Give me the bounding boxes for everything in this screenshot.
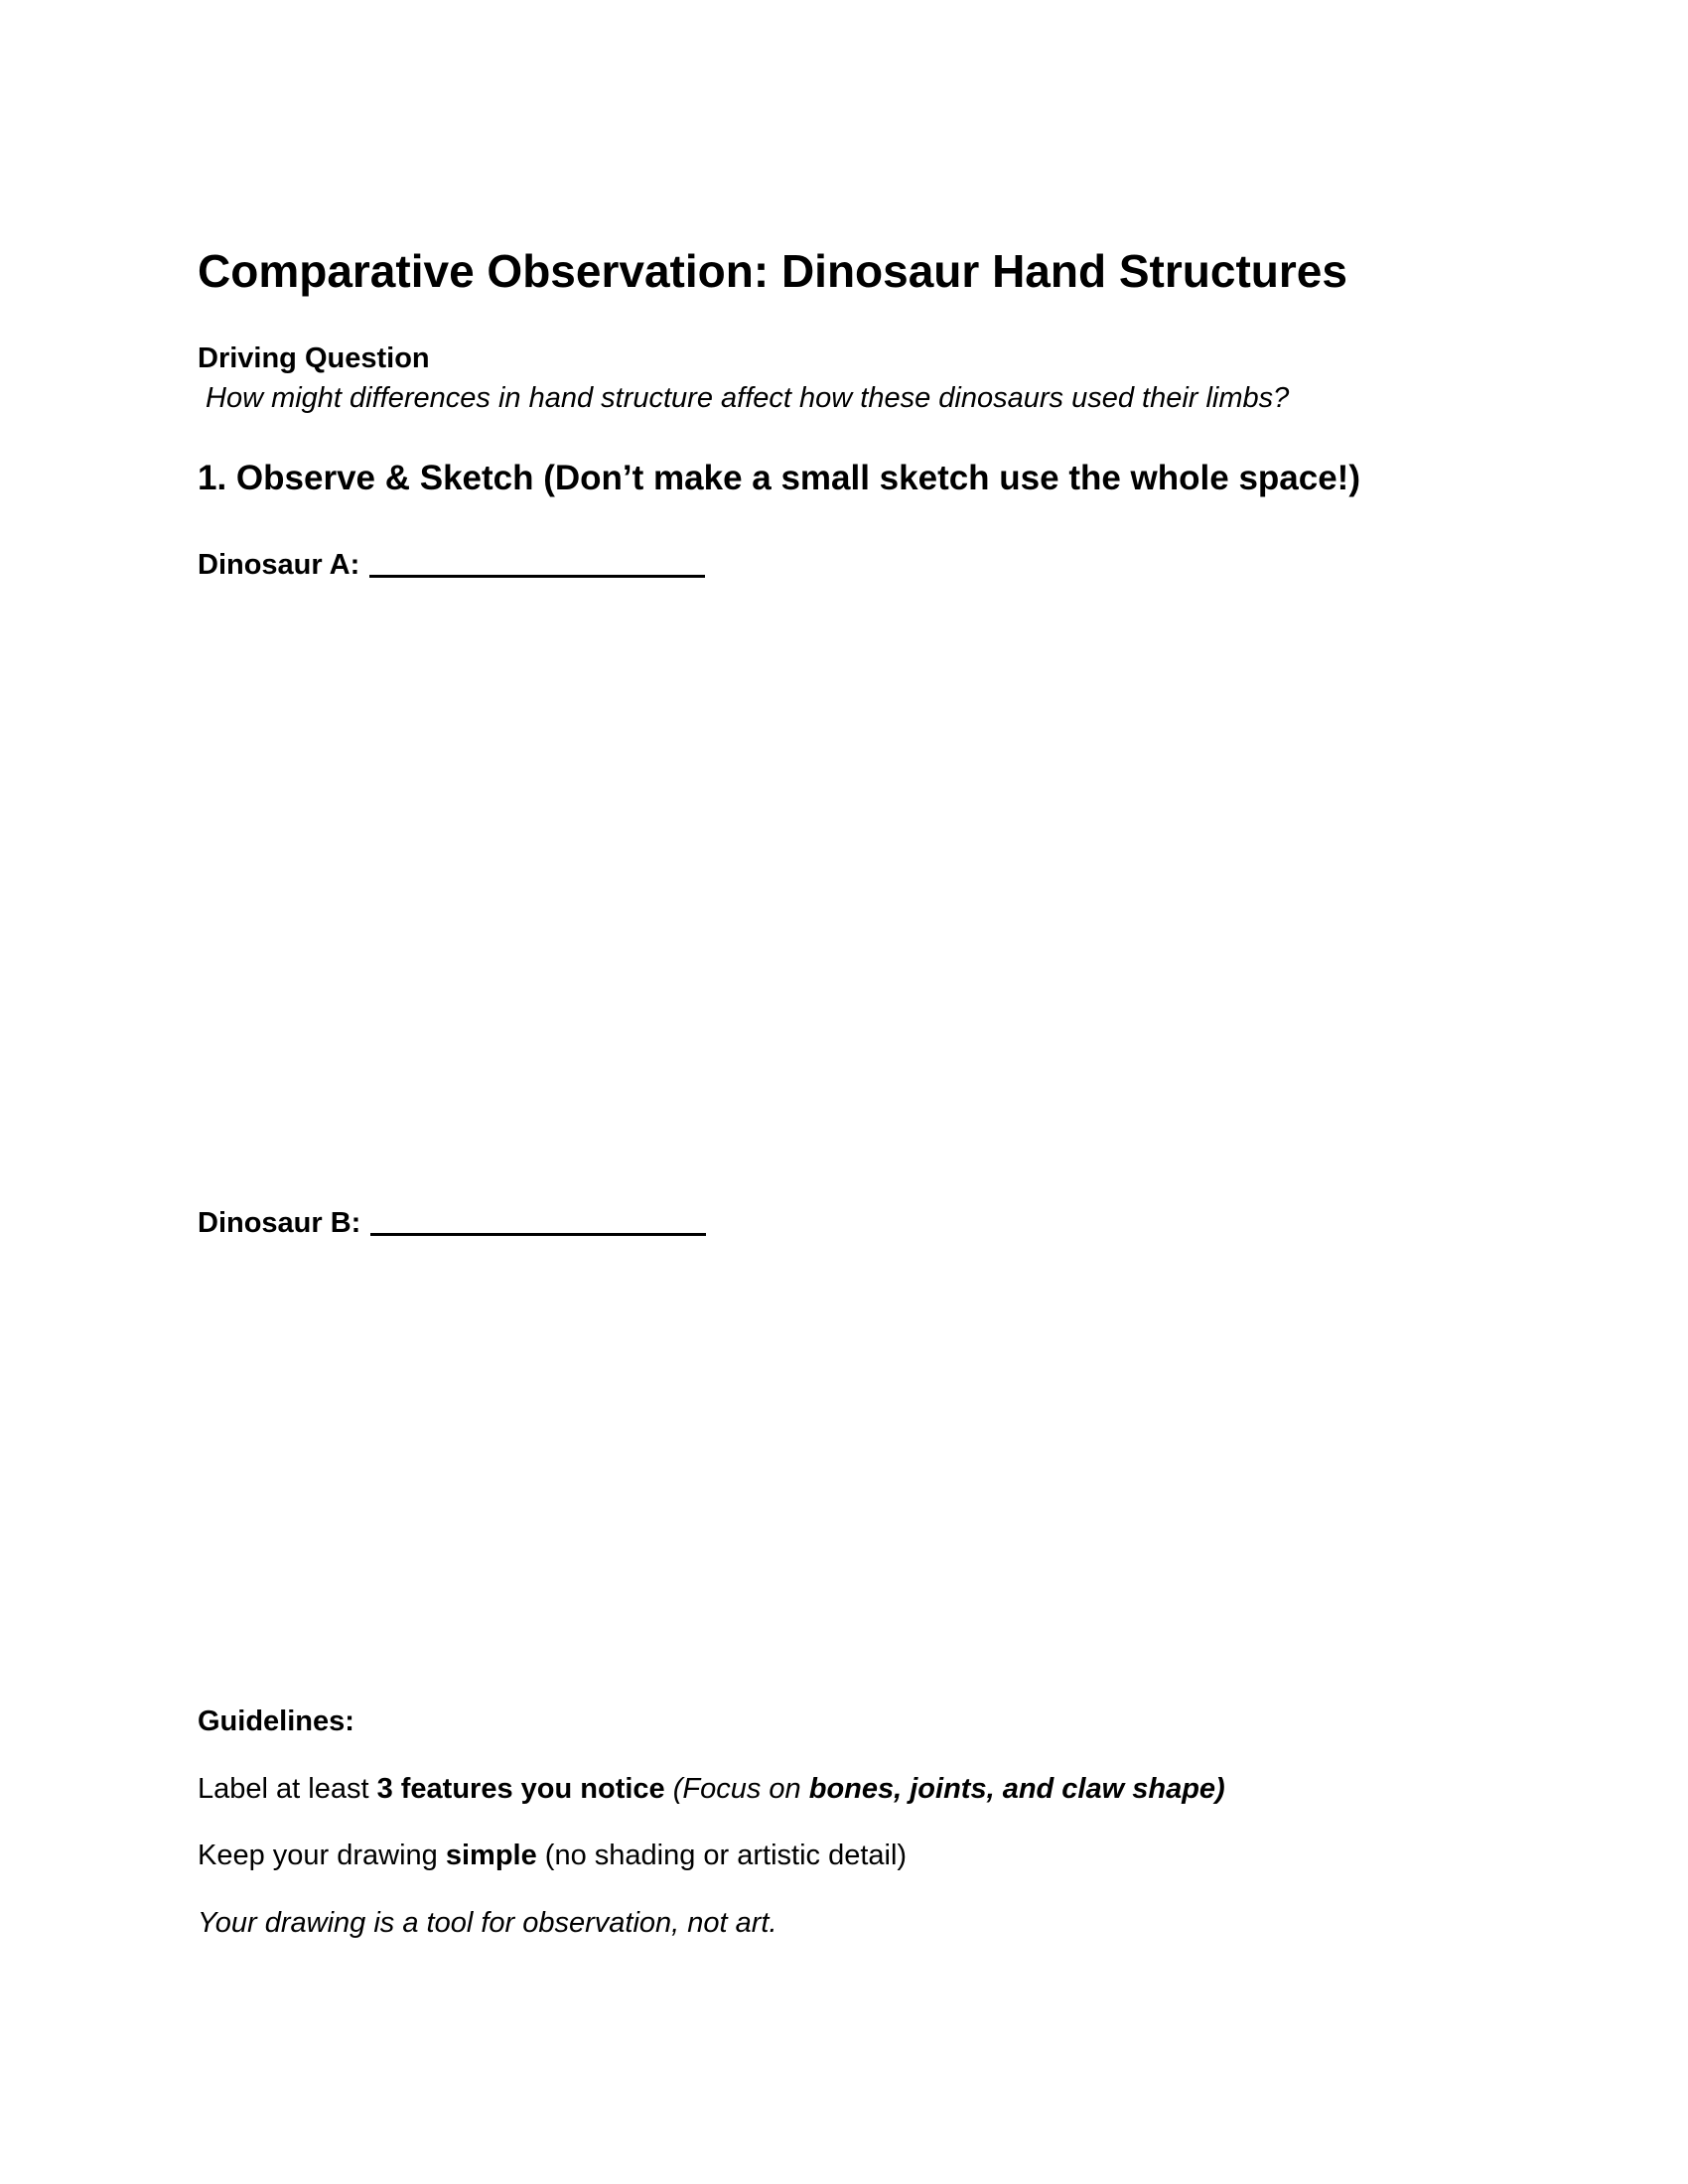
- guidelines-label: Guidelines:: [198, 1706, 354, 1737]
- guideline-2-text-b: (no shading or artistic detail): [536, 1840, 908, 1871]
- guideline-1-text-italic: (Focus on: [672, 1773, 809, 1805]
- guideline-2-text-a: Keep your drawing: [198, 1840, 446, 1871]
- dinosaur-b-row: [198, 1199, 706, 1240]
- driving-question-label: Driving Question: [198, 342, 430, 374]
- dinosaur-b-label: Dinosaur B:: [198, 1207, 361, 1239]
- guideline-1-text-bold-italic: bones, joints, and claw shape): [808, 1773, 1225, 1805]
- dinosaur-a-sketch-area[interactable]: [198, 596, 1488, 1181]
- guideline-1-text-bold: 3 features you notice: [376, 1773, 665, 1805]
- dinosaur-b-sketch-area[interactable]: [198, 1253, 1488, 1680]
- dinosaur-a-name-blank[interactable]: [369, 545, 705, 578]
- section-heading-observe-sketch: 1. Observe & Sketch (Don’t make a small sketch use the whole space!): [198, 459, 1360, 497]
- page-title: Comparative Observation: Dinosaur Hand Structures: [198, 245, 1347, 297]
- guideline-2-text-bold: simple: [445, 1840, 537, 1871]
- driving-question-text: How might differences in hand structure affect how these dinosaurs used their limbs?: [206, 382, 1290, 414]
- dinosaur-a-row: [198, 541, 705, 582]
- guideline-1-text-a: Label at least: [198, 1773, 377, 1805]
- guideline-1-space: [665, 1773, 673, 1805]
- dinosaur-a-label: Dinosaur A:: [198, 549, 360, 581]
- guideline-label-features: [198, 1773, 1225, 1806]
- guideline-observation-tool: Your drawing is a tool for observation, not art.: [198, 1907, 777, 1939]
- guideline-keep-simple: [198, 1840, 907, 1872]
- dinosaur-b-name-blank[interactable]: [370, 1203, 706, 1236]
